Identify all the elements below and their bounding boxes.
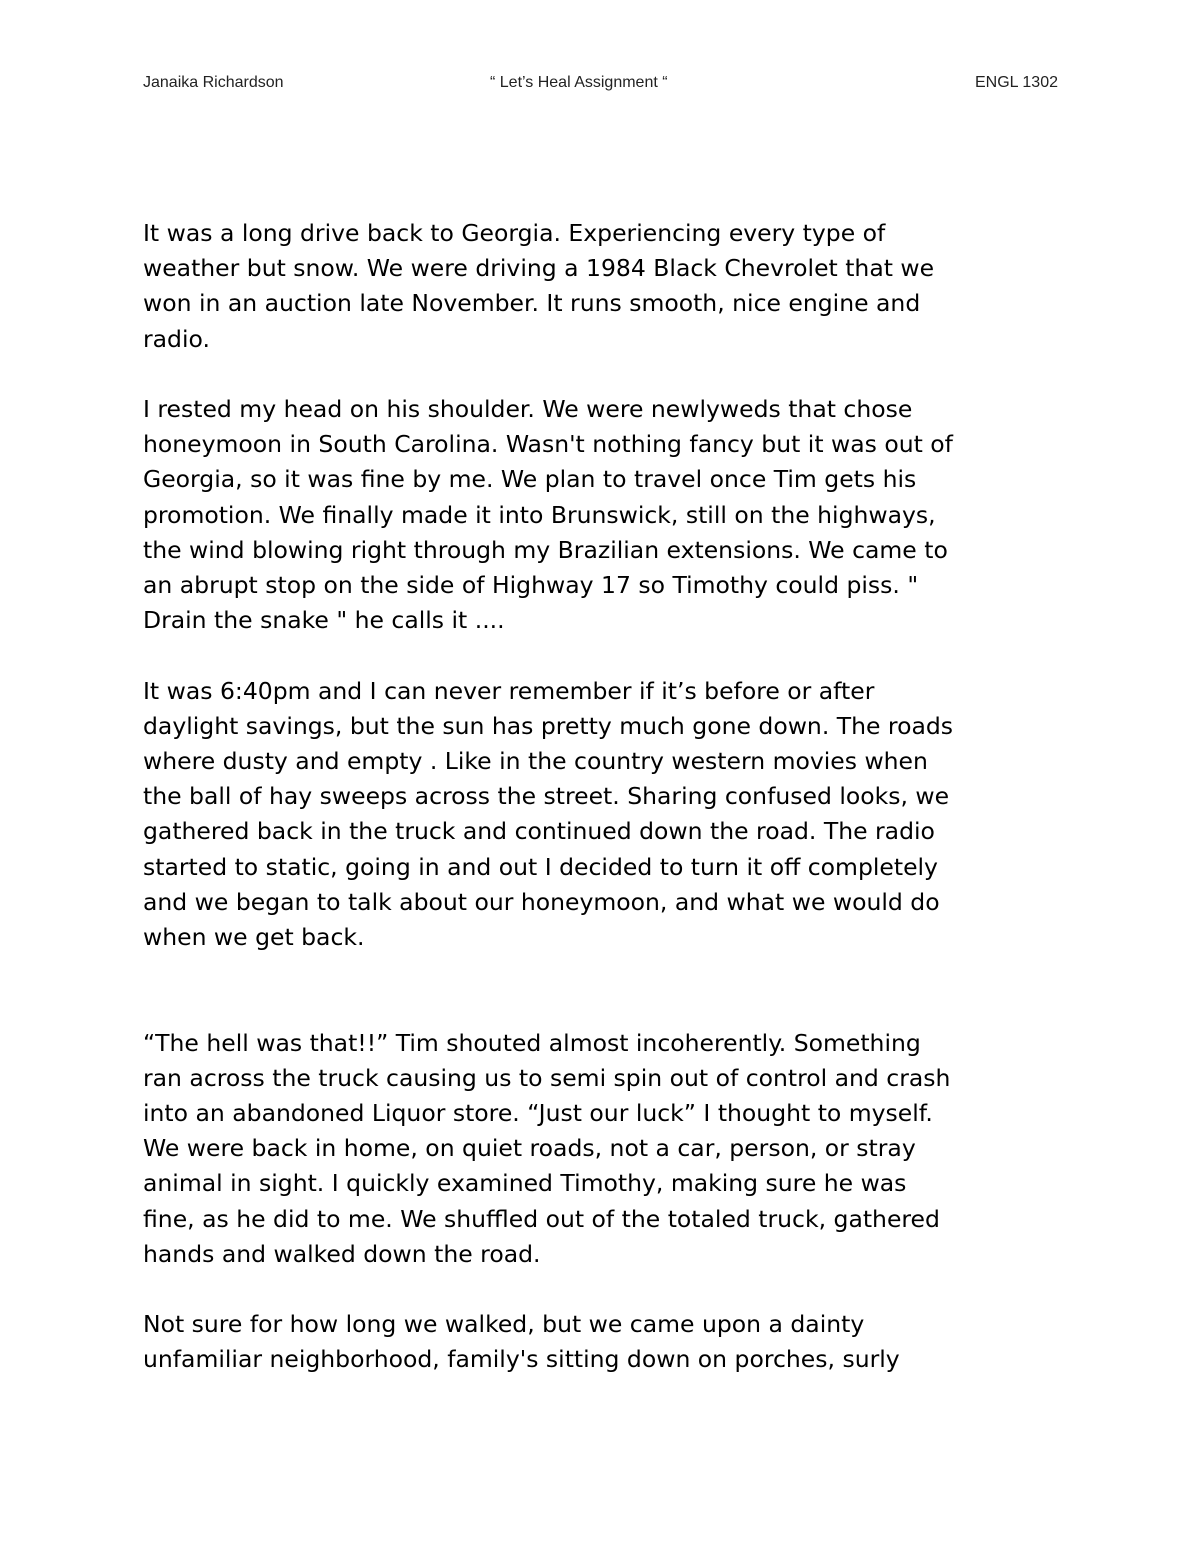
text-line: started to static, going in and out I decided to turn it off completely [143, 852, 938, 881]
paragraph [143, 216, 1068, 357]
text-line: It was 6:40pm and I can never remember if it’s before or after [143, 676, 875, 705]
text-line: We were back in home, on quiet roads, not a car, person, or stray [143, 1134, 916, 1163]
text-line: I rested my head on his shoulder. We were newlyweds that chose [143, 395, 913, 423]
text-line: Not sure for how long we walked, but we came upon a dainty [143, 1310, 865, 1339]
text-line: fine, as he did to me. We shuffled out of the totaled truck, gathered [143, 1204, 940, 1233]
text-line: the wind blowing right through my Brazilian extensions. We came to [143, 535, 948, 564]
text-line: unfamiliar neighborhood, family's sitting down on porches, surly [143, 1345, 900, 1374]
text-line: gathered back in the truck and continued down the road. The radio [143, 817, 935, 846]
paragraph [143, 1307, 1068, 1377]
text-line: animal in sight. I quickly examined Timothy, making sure he was [143, 1169, 907, 1198]
text-line: It was a long drive back to Georgia. Experiencing every type of [143, 219, 886, 247]
text-line: ran across the truck causing us to semi spin out of control and crash [143, 1063, 951, 1092]
header-author: Janaika Richardson [143, 74, 284, 91]
paragraph [143, 392, 1068, 638]
text-line: weather but snow. We were driving a 1984 Black Chevrolet that we [143, 254, 935, 283]
text-line: radio. [143, 324, 210, 353]
header-course: ENGL 1302 [974, 74, 1058, 91]
header-title: “ Let’s Heal Assignment “ [490, 74, 668, 91]
text-line: into an abandoned Liquor store. “Just our luck” I thought to myself. [143, 1099, 933, 1128]
text-line: when we get back. [143, 923, 365, 952]
document-body [143, 216, 1068, 1413]
text-line: and we began to talk about our honeymoon, and what we would do [143, 887, 940, 916]
text-line: the ball of hay sweeps across the street. Sharing confused looks, we [143, 782, 950, 811]
text-line: Drain the snake " he calls it .... [143, 606, 505, 635]
text-line: Georgia, so it was fine by me. We plan to travel once Tim gets his [143, 465, 917, 494]
page-header [143, 74, 1058, 98]
text-line: an abrupt stop on the side of Highway 17 so Timothy could piss. " [143, 571, 919, 600]
paragraph [143, 674, 1068, 956]
text-line: promotion. We finally made it into Brunswick, still on the highways, [143, 500, 936, 529]
text-line: where dusty and empty . Like in the country western movies when [143, 747, 928, 776]
text-line: “The hell was that!!” Tim shouted almost incoherently. Something [143, 1028, 921, 1057]
text-line: hands and walked down the road. [143, 1239, 541, 1268]
paragraph [143, 1026, 1068, 1272]
text-line: honeymoon in South Carolina. Wasn't nothing fancy but it was out of [143, 430, 953, 459]
text-line: won in an auction late November. It runs smooth, nice engine and [143, 289, 921, 318]
text-line: daylight savings, but the sun has pretty much gone down. The roads [143, 711, 954, 740]
